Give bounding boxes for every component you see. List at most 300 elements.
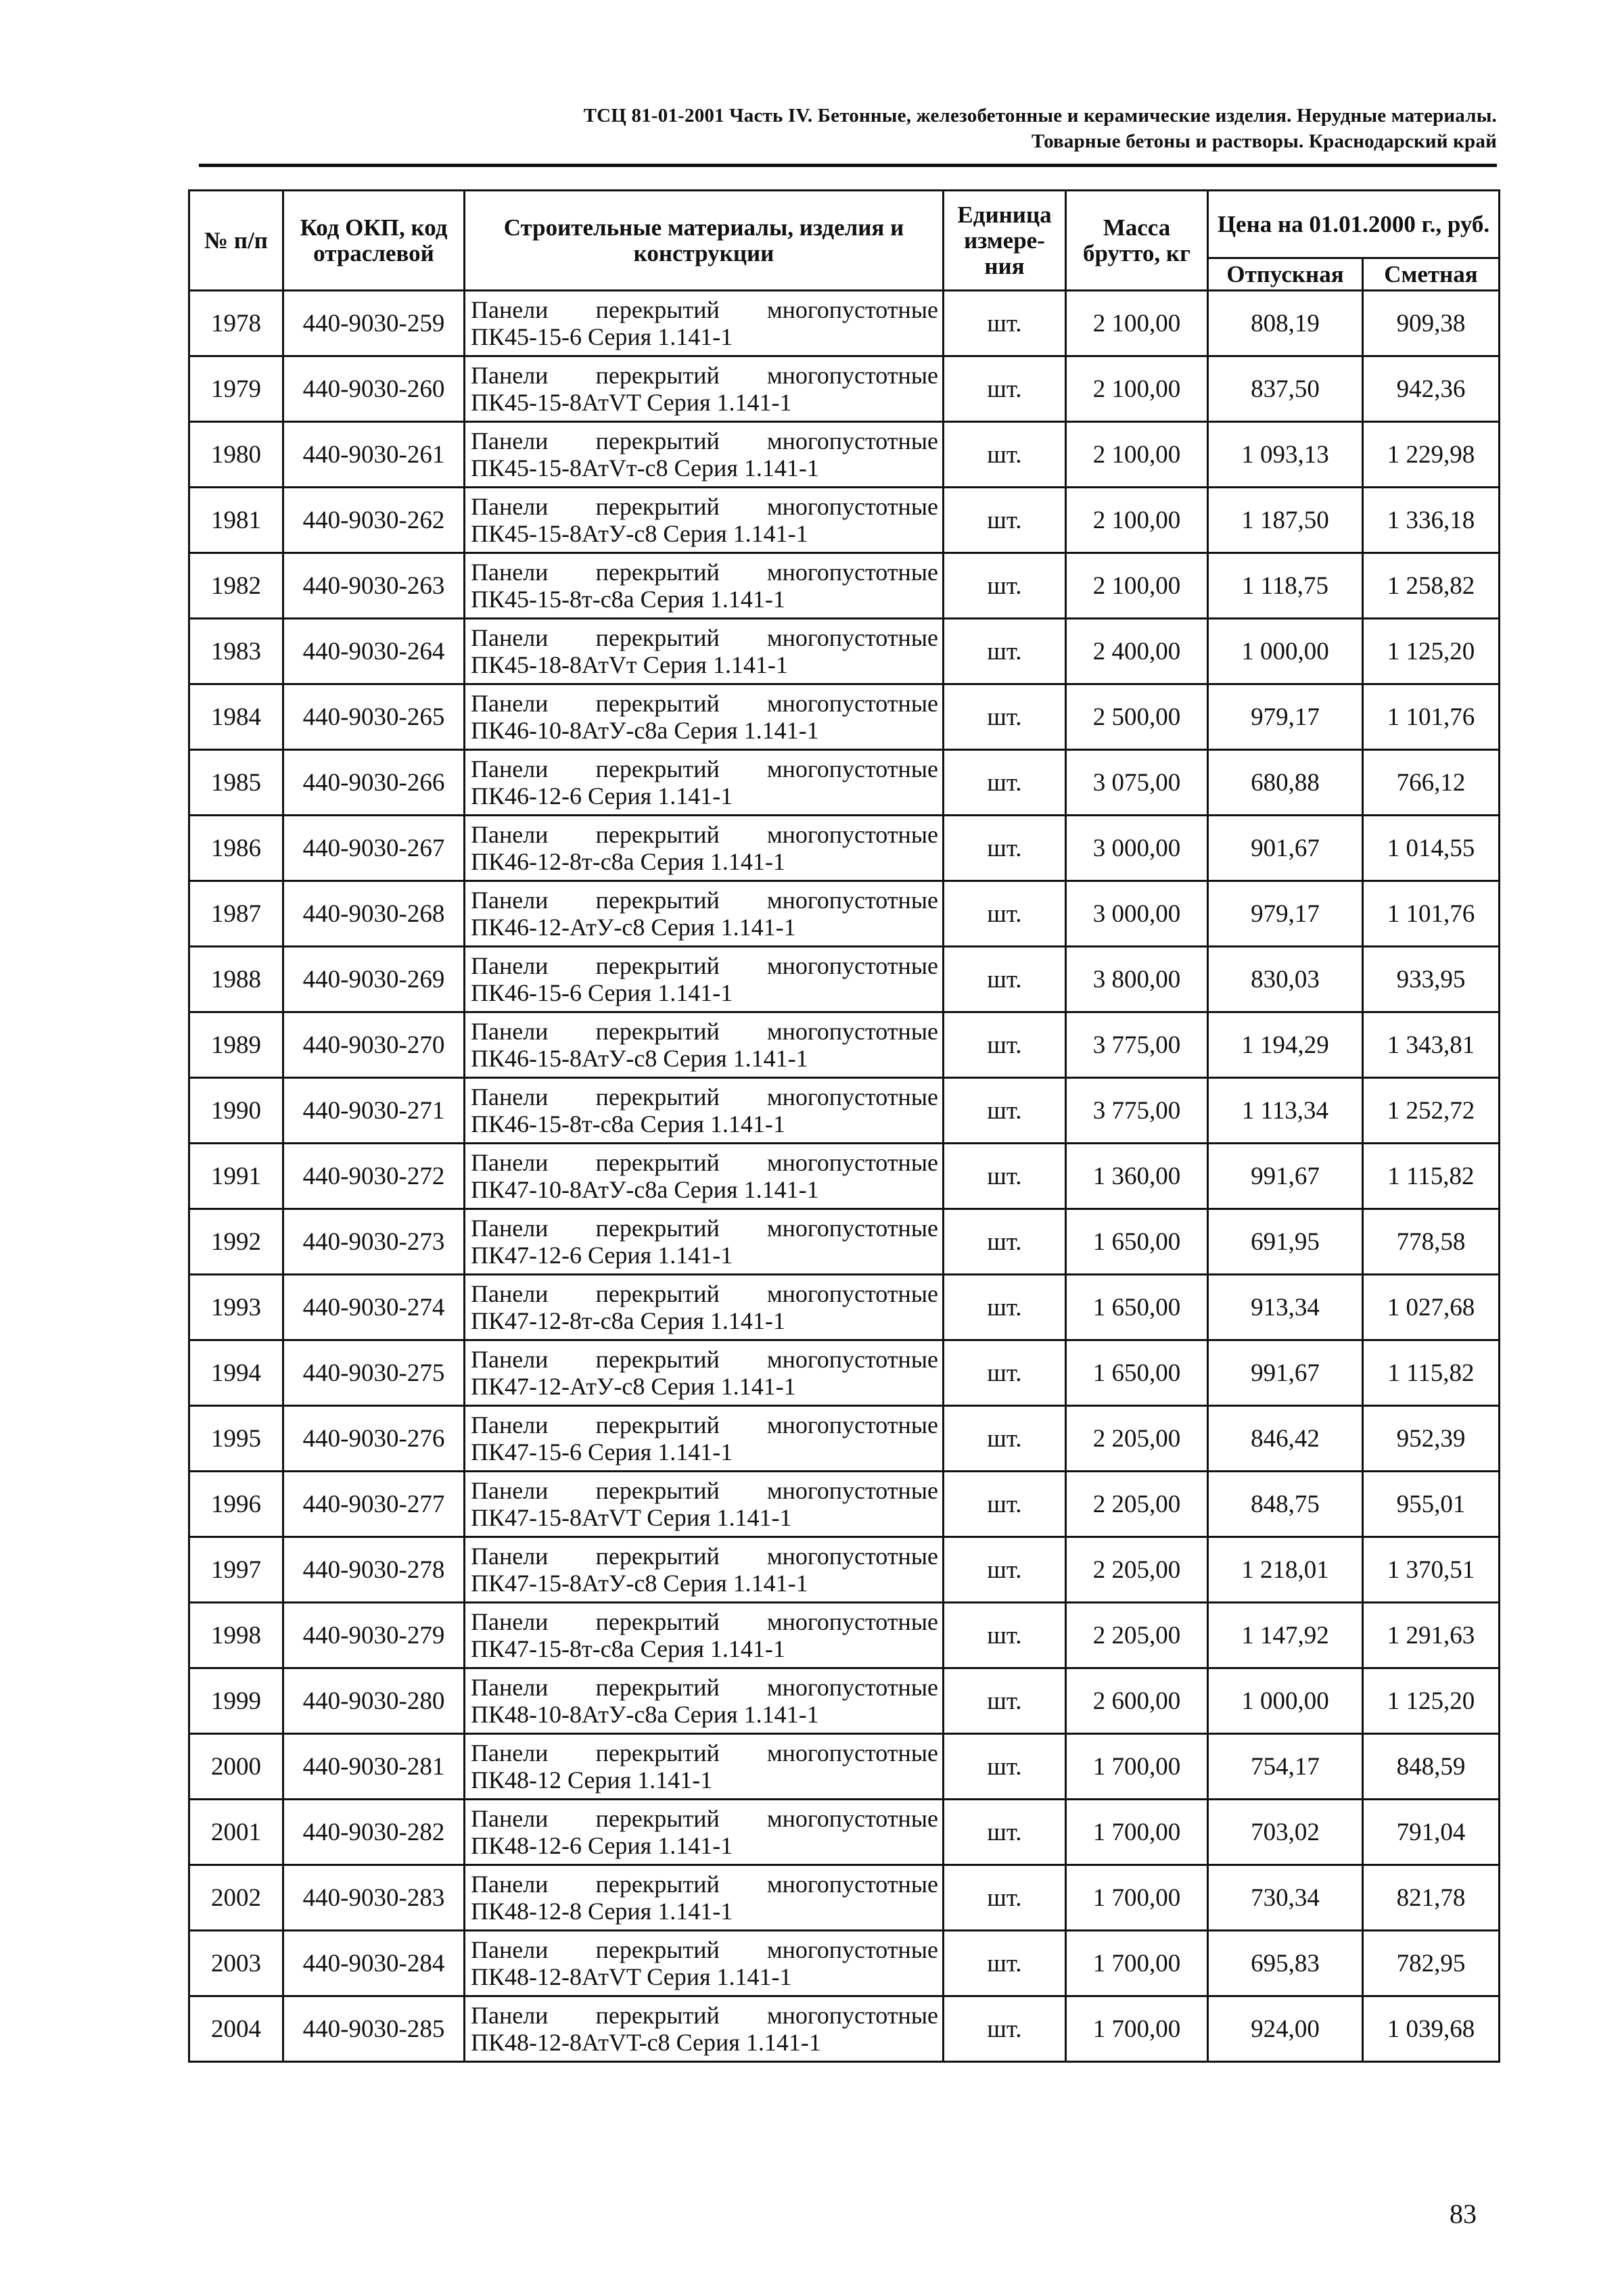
table-row — [189, 1800, 1500, 1865]
material-type-word: перекрытий — [595, 1215, 720, 1242]
material-description-cell — [465, 356, 944, 422]
material-type-word: многопустотные — [766, 1543, 938, 1570]
unit-cell: шт. — [944, 291, 1066, 356]
okp-code-cell: 440-9030-268 — [283, 881, 465, 947]
table-row — [189, 553, 1500, 619]
material-type-line — [471, 1280, 938, 1307]
material-type-word: многопустотные — [766, 1083, 938, 1110]
material-description-cell — [465, 1800, 944, 1865]
release-price-cell: 979,17 — [1208, 881, 1363, 947]
okp-code-cell: 440-9030-266 — [283, 750, 465, 816]
unit-cell: шт. — [944, 1734, 1066, 1800]
release-price-cell: 1 194,29 — [1208, 1012, 1363, 1078]
material-type-line — [471, 1739, 938, 1766]
material-type-line — [471, 559, 938, 586]
material-type-word: Панели — [471, 1018, 549, 1045]
unit-cell: шт. — [944, 1209, 1066, 1275]
okp-code-cell: 440-9030-261 — [283, 422, 465, 488]
mass-cell: 2 100,00 — [1066, 422, 1208, 488]
material-type-line — [471, 493, 938, 520]
okp-code-cell: 440-9030-284 — [283, 1931, 465, 1996]
row-number-cell: 1987 — [189, 881, 283, 947]
release-price-cell: 1 093,13 — [1208, 422, 1363, 488]
release-price-cell: 901,67 — [1208, 816, 1363, 881]
release-price-cell: 808,19 — [1208, 291, 1363, 356]
table-row — [189, 619, 1500, 684]
mass-cell: 2 205,00 — [1066, 1537, 1208, 1603]
row-number-cell: 1988 — [189, 947, 283, 1012]
material-type-word: многопустотные — [766, 1608, 938, 1635]
table-row — [189, 1537, 1500, 1603]
material-type-word: перекрытий — [595, 1871, 720, 1898]
material-type-word: перекрытий — [595, 2002, 720, 2029]
material-type-line — [471, 1215, 938, 1242]
mass-cell: 3 775,00 — [1066, 1012, 1208, 1078]
material-type-word: многопустотные — [766, 1477, 938, 1504]
release-price-cell: 991,67 — [1208, 1144, 1363, 1209]
material-type-word: Панели — [471, 427, 549, 454]
material-mark-line: ПК45-15-8АтУ-с8 Серия 1.141-1 — [471, 520, 808, 547]
material-type-word: перекрытий — [595, 952, 720, 979]
table-row — [189, 684, 1500, 750]
estimate-price-cell: 1 291,63 — [1363, 1603, 1500, 1668]
material-description-cell — [465, 1340, 944, 1406]
mass-cell: 1 700,00 — [1066, 1865, 1208, 1931]
release-price-cell: 1 113,34 — [1208, 1078, 1363, 1144]
release-price-cell: 1 000,00 — [1208, 619, 1363, 684]
unit-cell: шт. — [944, 422, 1066, 488]
table-row — [189, 1144, 1500, 1209]
material-type-word: перекрытий — [595, 1608, 720, 1635]
material-description-cell — [465, 684, 944, 750]
mass-cell: 1 650,00 — [1066, 1275, 1208, 1340]
unit-cell: шт. — [944, 947, 1066, 1012]
material-type-word: многопустотные — [766, 690, 938, 717]
release-price-cell: 1 000,00 — [1208, 1668, 1363, 1734]
material-mark-line: ПК48-12-8АтVT-с8 Серия 1.141-1 — [471, 2029, 821, 2056]
material-description-cell — [465, 1209, 944, 1275]
table-row — [189, 750, 1500, 816]
header-rule — [199, 164, 1497, 167]
estimate-price-cell: 848,59 — [1363, 1734, 1500, 1800]
estimate-price-cell: 1 125,20 — [1363, 1668, 1500, 1734]
material-type-word: перекрытий — [595, 755, 720, 782]
material-type-word: многопустотные — [766, 1346, 938, 1373]
material-type-word: многопустотные — [766, 1149, 938, 1176]
col-header-price-estimate: Сметная — [1363, 258, 1500, 291]
row-number-cell: 1994 — [189, 1340, 283, 1406]
material-mark-line: ПК45-15-8АтVт-с8 Серия 1.141-1 — [471, 454, 819, 482]
material-type-word: перекрытий — [595, 624, 720, 651]
material-mark-line: ПК46-10-8АтУ-с8а Серия 1.141-1 — [471, 717, 819, 744]
mass-cell: 2 100,00 — [1066, 553, 1208, 619]
material-type-word: Панели — [471, 755, 549, 782]
material-type-word: Панели — [471, 690, 549, 717]
mass-cell: 3 000,00 — [1066, 881, 1208, 947]
material-type-line — [471, 427, 938, 454]
table-row — [189, 1996, 1500, 2062]
okp-code-cell: 440-9030-279 — [283, 1603, 465, 1668]
material-description-cell — [465, 553, 944, 619]
material-type-word: Панели — [471, 1674, 549, 1701]
estimate-price-cell: 1 039,68 — [1363, 1996, 1500, 2062]
okp-code-cell: 440-9030-270 — [283, 1012, 465, 1078]
material-description-cell — [465, 1472, 944, 1537]
material-type-word: перекрытий — [595, 559, 720, 586]
table-row — [189, 422, 1500, 488]
okp-code-cell: 440-9030-260 — [283, 356, 465, 422]
material-description-cell — [465, 291, 944, 356]
okp-code-cell: 440-9030-259 — [283, 291, 465, 356]
okp-code-cell: 440-9030-272 — [283, 1144, 465, 1209]
material-type-word: Панели — [471, 1477, 549, 1504]
okp-code-cell: 440-9030-267 — [283, 816, 465, 881]
okp-code-cell: 440-9030-281 — [283, 1734, 465, 1800]
material-type-word: Панели — [471, 2002, 549, 2029]
material-type-line — [471, 1871, 938, 1898]
row-number-cell: 1979 — [189, 356, 283, 422]
mass-cell: 2 205,00 — [1066, 1406, 1208, 1472]
mass-cell: 1 360,00 — [1066, 1144, 1208, 1209]
material-type-word: Панели — [471, 1871, 549, 1898]
material-description-cell — [465, 1078, 944, 1144]
unit-cell: шт. — [944, 1996, 1066, 2062]
material-mark-line: ПК48-12-8 Серия 1.141-1 — [471, 1898, 733, 1925]
material-type-line — [471, 755, 938, 782]
row-number-cell: 1993 — [189, 1275, 283, 1340]
material-type-word: Панели — [471, 362, 549, 389]
row-number-cell: 1989 — [189, 1012, 283, 1078]
estimate-price-cell: 782,95 — [1363, 1931, 1500, 1996]
row-number-cell: 2000 — [189, 1734, 283, 1800]
unit-cell: шт. — [944, 488, 1066, 553]
unit-cell: шт. — [944, 750, 1066, 816]
material-type-word: перекрытий — [595, 1018, 720, 1045]
unit-cell: шт. — [944, 684, 1066, 750]
release-price-cell: 730,34 — [1208, 1865, 1363, 1931]
material-type-word: перекрытий — [595, 1805, 720, 1832]
mass-cell: 2 205,00 — [1066, 1603, 1208, 1668]
material-type-line — [471, 1149, 938, 1176]
estimate-price-cell: 933,95 — [1363, 947, 1500, 1012]
mass-cell: 2 500,00 — [1066, 684, 1208, 750]
material-type-word: многопустотные — [766, 1871, 938, 1898]
material-type-word: перекрытий — [595, 1346, 720, 1373]
material-mark-line: ПК48-12-8АтVT Серия 1.141-1 — [471, 1963, 792, 1990]
page-number: 83 — [1450, 2199, 1477, 2229]
okp-code-cell: 440-9030-278 — [283, 1537, 465, 1603]
material-mark-line: ПК45-18-8АтVт Серия 1.141-1 — [471, 651, 788, 678]
col-header-material: Строительные материалы, изделия и конструкции — [465, 191, 944, 291]
table-row — [189, 1865, 1500, 1931]
material-type-line — [471, 2002, 938, 2029]
table-row — [189, 947, 1500, 1012]
release-price-cell: 991,67 — [1208, 1340, 1363, 1406]
material-type-word: Панели — [471, 1083, 549, 1110]
material-description-cell — [465, 1734, 944, 1800]
material-type-word: Панели — [471, 1346, 549, 1373]
unit-cell: шт. — [944, 1603, 1066, 1668]
okp-code-cell: 440-9030-280 — [283, 1668, 465, 1734]
material-description-cell — [465, 1537, 944, 1603]
estimate-price-cell: 766,12 — [1363, 750, 1500, 816]
okp-code-cell: 440-9030-285 — [283, 1996, 465, 2062]
material-type-word: перекрытий — [595, 1739, 720, 1766]
material-type-line — [471, 1936, 938, 1963]
material-type-word: Панели — [471, 1936, 549, 1963]
material-type-line — [471, 690, 938, 717]
mass-cell: 1 700,00 — [1066, 1996, 1208, 2062]
material-type-line — [471, 1674, 938, 1701]
unit-cell: шт. — [944, 1406, 1066, 1472]
okp-code-cell: 440-9030-276 — [283, 1406, 465, 1472]
col-header-price-release: Отпускная — [1208, 258, 1363, 291]
material-type-word: Панели — [471, 624, 549, 651]
material-type-word: многопустотные — [766, 362, 938, 389]
estimate-price-cell: 1 125,20 — [1363, 619, 1500, 684]
row-number-cell: 1990 — [189, 1078, 283, 1144]
material-type-word: многопустотные — [766, 493, 938, 520]
material-type-word: перекрытий — [595, 1149, 720, 1176]
release-price-cell: 830,03 — [1208, 947, 1363, 1012]
row-number-cell: 1997 — [189, 1537, 283, 1603]
material-type-word: многопустотные — [766, 887, 938, 914]
material-description-cell — [465, 1012, 944, 1078]
material-type-word: многопустотные — [766, 1805, 938, 1832]
estimate-price-cell: 955,01 — [1363, 1472, 1500, 1537]
material-type-word: многопустотные — [766, 821, 938, 848]
header-line-2: Товарные бетоны и растворы. Краснодарский край — [1031, 131, 1497, 152]
material-mark-line: ПК45-15-8т-с8а Серия 1.141-1 — [471, 586, 785, 613]
material-description-cell — [465, 619, 944, 684]
material-type-word: Панели — [471, 559, 549, 586]
mass-cell: 2 600,00 — [1066, 1668, 1208, 1734]
row-number-cell: 1999 — [189, 1668, 283, 1734]
material-mark-line: ПК47-15-8т-с8а Серия 1.141-1 — [471, 1635, 785, 1662]
material-type-word: перекрытий — [595, 427, 720, 454]
release-price-cell: 703,02 — [1208, 1800, 1363, 1865]
estimate-price-cell: 1 370,51 — [1363, 1537, 1500, 1603]
estimate-price-cell: 1 027,68 — [1363, 1275, 1500, 1340]
unit-cell: шт. — [944, 1144, 1066, 1209]
material-description-cell — [465, 816, 944, 881]
table-row — [189, 881, 1500, 947]
material-type-word: Панели — [471, 1805, 549, 1832]
table-row — [189, 1012, 1500, 1078]
material-type-word: перекрытий — [595, 887, 720, 914]
okp-code-cell: 440-9030-262 — [283, 488, 465, 553]
material-description-cell — [465, 1865, 944, 1931]
material-type-line — [471, 887, 938, 914]
estimate-price-cell: 1 336,18 — [1363, 488, 1500, 553]
unit-cell: шт. — [944, 1472, 1066, 1537]
material-mark-line: ПК45-15-8АтVT Серия 1.141-1 — [471, 389, 792, 416]
table-row — [189, 1406, 1500, 1472]
material-mark-line: ПК47-12-АтУ-с8 Серия 1.141-1 — [471, 1373, 796, 1400]
material-mark-line: ПК46-15-8АтУ-с8 Серия 1.141-1 — [471, 1045, 808, 1072]
material-type-word: многопустотные — [766, 1936, 938, 1963]
unit-cell: шт. — [944, 1275, 1066, 1340]
row-number-cell: 1986 — [189, 816, 283, 881]
material-type-line — [471, 1543, 938, 1570]
okp-code-cell: 440-9030-273 — [283, 1209, 465, 1275]
material-mark-line: ПК46-12-АтУ-с8 Серия 1.141-1 — [471, 914, 796, 941]
row-number-cell: 1983 — [189, 619, 283, 684]
material-type-line — [471, 1018, 938, 1045]
mass-cell: 1 650,00 — [1066, 1209, 1208, 1275]
release-price-cell: 695,83 — [1208, 1931, 1363, 1996]
material-type-word: Панели — [471, 887, 549, 914]
release-price-cell: 1 118,75 — [1208, 553, 1363, 619]
unit-cell: шт. — [944, 1012, 1066, 1078]
table-row — [189, 1340, 1500, 1406]
estimate-price-cell: 821,78 — [1363, 1865, 1500, 1931]
material-type-word: перекрытий — [595, 362, 720, 389]
estimate-price-cell: 1 115,82 — [1363, 1144, 1500, 1209]
material-type-word: Панели — [471, 1739, 549, 1766]
material-type-line — [471, 296, 938, 323]
material-mark-line: ПК48-10-8АтУ-с8а Серия 1.141-1 — [471, 1701, 819, 1728]
unit-cell: шт. — [944, 1668, 1066, 1734]
table-row — [189, 488, 1500, 553]
material-type-word: Панели — [471, 1149, 549, 1176]
unit-cell: шт. — [944, 881, 1066, 947]
unit-cell: шт. — [944, 1931, 1066, 1996]
mass-cell: 3 075,00 — [1066, 750, 1208, 816]
material-mark-line: ПК47-15-8АтVT Серия 1.141-1 — [471, 1504, 792, 1531]
mass-cell: 2 400,00 — [1066, 619, 1208, 684]
material-type-word: многопустотные — [766, 1739, 938, 1766]
okp-code-cell: 440-9030-264 — [283, 619, 465, 684]
material-type-line — [471, 821, 938, 848]
release-price-cell: 846,42 — [1208, 1406, 1363, 1472]
release-price-cell: 924,00 — [1208, 1996, 1363, 2062]
material-type-word: Панели — [471, 1411, 549, 1438]
header-line-1: ТСЦ 81-01-2001 Часть IV. Бетонные, железобетонные и керамические изделия. Нерудные материалы. — [583, 105, 1497, 126]
estimate-price-cell: 1 258,82 — [1363, 553, 1500, 619]
material-type-word: Панели — [471, 1608, 549, 1635]
unit-cell: шт. — [944, 356, 1066, 422]
release-price-cell: 691,95 — [1208, 1209, 1363, 1275]
okp-code-cell: 440-9030-277 — [283, 1472, 465, 1537]
okp-code-cell: 440-9030-283 — [283, 1865, 465, 1931]
row-number-cell: 2002 — [189, 1865, 283, 1931]
material-type-line — [471, 952, 938, 979]
release-price-cell: 848,75 — [1208, 1472, 1363, 1537]
material-type-line — [471, 1477, 938, 1504]
table-row — [189, 1472, 1500, 1537]
material-type-word: Панели — [471, 1215, 549, 1242]
okp-code-cell: 440-9030-271 — [283, 1078, 465, 1144]
estimate-price-cell: 778,58 — [1363, 1209, 1500, 1275]
col-header-mass: Масса брутто, кг — [1066, 191, 1208, 291]
mass-cell: 1 700,00 — [1066, 1800, 1208, 1865]
okp-code-cell: 440-9030-263 — [283, 553, 465, 619]
material-type-word: многопустотные — [766, 952, 938, 979]
material-mark-line: ПК47-15-8АтУ-с8 Серия 1.141-1 — [471, 1570, 808, 1597]
material-mark-line: ПК48-12 Серия 1.141-1 — [471, 1766, 713, 1794]
row-number-cell: 2001 — [189, 1800, 283, 1865]
mass-cell: 1 650,00 — [1066, 1340, 1208, 1406]
material-type-word: перекрытий — [595, 1543, 720, 1570]
material-type-line — [471, 1805, 938, 1832]
okp-code-cell: 440-9030-275 — [283, 1340, 465, 1406]
material-type-word: перекрытий — [595, 1477, 720, 1504]
material-type-word: Панели — [471, 952, 549, 979]
table-row — [189, 816, 1500, 881]
material-type-word: многопустотные — [766, 1280, 938, 1307]
material-type-word: многопустотные — [766, 1411, 938, 1438]
release-price-cell: 1 187,50 — [1208, 488, 1363, 553]
material-type-line — [471, 1411, 938, 1438]
okp-code-cell: 440-9030-269 — [283, 947, 465, 1012]
col-header-num: № п/п — [189, 191, 283, 291]
release-price-cell: 1 218,01 — [1208, 1537, 1363, 1603]
material-description-cell — [465, 1144, 944, 1209]
estimate-price-cell: 942,36 — [1363, 356, 1500, 422]
col-header-price: Цена на 01.01.2000 г., руб. — [1208, 191, 1500, 258]
release-price-cell: 979,17 — [1208, 684, 1363, 750]
estimate-price-cell: 1 014,55 — [1363, 816, 1500, 881]
material-type-word: перекрытий — [595, 1674, 720, 1701]
table-row — [189, 1734, 1500, 1800]
material-type-word: перекрытий — [595, 690, 720, 717]
row-number-cell: 1992 — [189, 1209, 283, 1275]
row-number-cell: 2004 — [189, 1996, 283, 2062]
unit-cell: шт. — [944, 1865, 1066, 1931]
table-row — [189, 1668, 1500, 1734]
material-mark-line: ПК46-12-8т-с8а Серия 1.141-1 — [471, 848, 785, 875]
material-mark-line: ПК46-12-6 Серия 1.141-1 — [471, 782, 733, 810]
estimate-price-cell: 791,04 — [1363, 1800, 1500, 1865]
material-description-cell — [465, 881, 944, 947]
release-price-cell: 1 147,92 — [1208, 1603, 1363, 1668]
unit-cell: шт. — [944, 1078, 1066, 1144]
material-type-word: многопустотные — [766, 1018, 938, 1045]
material-mark-line: ПК47-12-8т-с8а Серия 1.141-1 — [471, 1307, 785, 1334]
release-price-cell: 837,50 — [1208, 356, 1363, 422]
material-type-line — [471, 1608, 938, 1635]
table-row — [189, 356, 1500, 422]
material-type-word: Панели — [471, 1280, 549, 1307]
estimate-price-cell: 1 101,76 — [1363, 881, 1500, 947]
material-type-word: многопустотные — [766, 427, 938, 454]
material-type-word: Панели — [471, 1543, 549, 1570]
estimate-price-cell: 1 101,76 — [1363, 684, 1500, 750]
unit-cell: шт. — [944, 1340, 1066, 1406]
unit-cell: шт. — [944, 553, 1066, 619]
unit-cell: шт. — [944, 1800, 1066, 1865]
material-type-word: Панели — [471, 493, 549, 520]
mass-cell: 1 700,00 — [1066, 1734, 1208, 1800]
okp-code-cell: 440-9030-265 — [283, 684, 465, 750]
material-type-word: многопустотные — [766, 624, 938, 651]
material-type-word: многопустотные — [766, 1215, 938, 1242]
table-row — [189, 1603, 1500, 1668]
row-number-cell: 1991 — [189, 1144, 283, 1209]
material-type-word: перекрытий — [595, 296, 720, 323]
table-row — [189, 1078, 1500, 1144]
material-type-word: многопустотные — [766, 1674, 938, 1701]
material-type-line — [471, 1346, 938, 1373]
unit-cell: шт. — [944, 816, 1066, 881]
material-type-word: перекрытий — [595, 821, 720, 848]
table-row — [189, 291, 1500, 356]
okp-code-cell: 440-9030-274 — [283, 1275, 465, 1340]
material-description-cell — [465, 1668, 944, 1734]
material-type-word: перекрытий — [595, 1280, 720, 1307]
mass-cell: 2 100,00 — [1066, 356, 1208, 422]
